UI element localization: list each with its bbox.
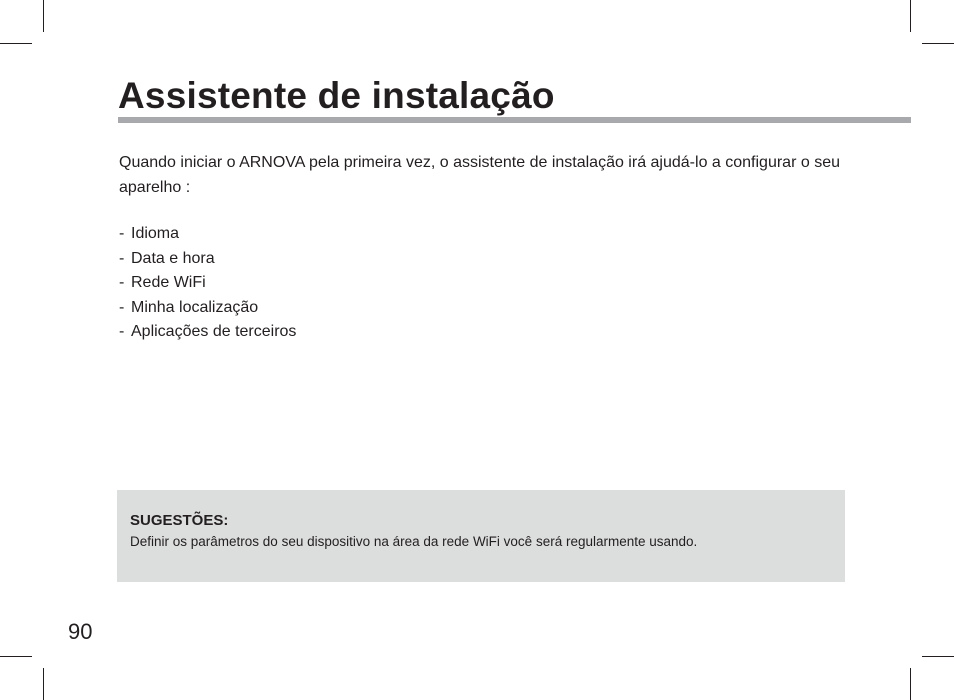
intro-paragraph: Quando iniciar o ARNOVA pela primeira vez, o assistente de instalação irá ajudá-lo a configurar o seu aparelho :: [119, 154, 840, 196]
tips-text: Definir os parâmetros do seu dispositivo na área da rede WiFi você será regularmente usando.: [130, 534, 698, 549]
list-item: [119, 271, 296, 296]
page-title: Assistente de instalação: [118, 75, 555, 116]
list-item: [119, 222, 296, 247]
list-dash: -: [119, 274, 125, 292]
tips-title: SUGESTÕES:: [130, 512, 229, 529]
list-item: [119, 320, 296, 345]
page-number: 90: [68, 619, 93, 644]
list-dash: -: [119, 323, 125, 341]
crop-mark-top-right-horizontal: [922, 43, 954, 44]
list-item-label: Minha localização: [131, 298, 259, 316]
list-item: [119, 296, 296, 321]
crop-mark-top-left-vertical: [43, 0, 44, 32]
title-underline: [118, 117, 911, 123]
crop-mark-bottom-left-vertical: [43, 668, 44, 700]
list-item-label: Rede WiFi: [131, 274, 206, 292]
crop-mark-top-left-horizontal: [0, 43, 32, 44]
tips-box: [117, 490, 845, 582]
list-item-label: Idioma: [131, 225, 180, 242]
list-item: [119, 247, 296, 272]
list-dash: -: [119, 298, 125, 316]
crop-mark-top-right-vertical: [910, 0, 911, 32]
setup-steps-list: [119, 222, 296, 345]
list-item-label: Aplicações de terceiros: [131, 323, 297, 341]
list-item-label: Data e hora: [131, 249, 215, 267]
list-dash: -: [119, 225, 125, 242]
crop-mark-bottom-right-horizontal: [922, 656, 954, 657]
crop-mark-bottom-right-vertical: [910, 668, 911, 700]
list-dash: -: [119, 249, 125, 267]
crop-mark-bottom-left-horizontal: [0, 656, 32, 657]
